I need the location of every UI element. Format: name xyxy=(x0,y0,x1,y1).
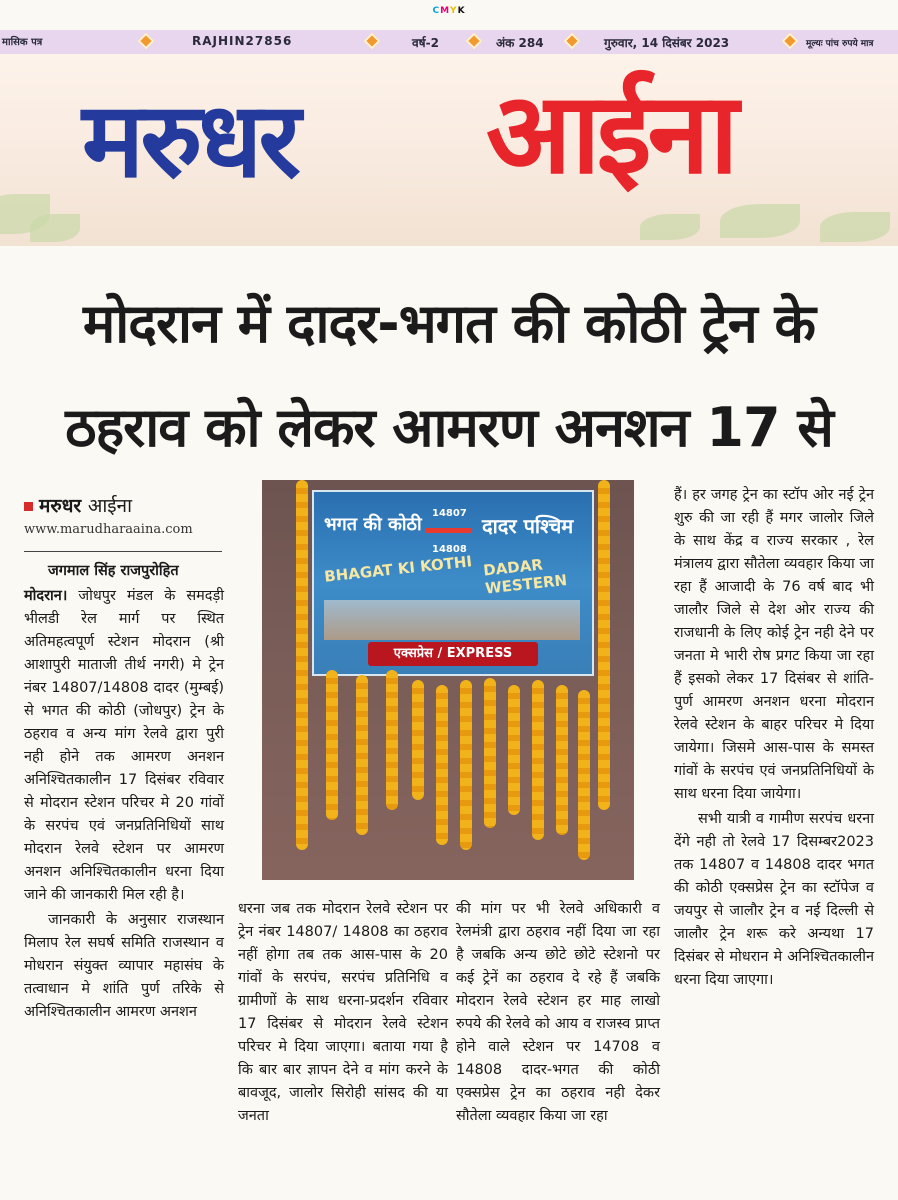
issue-date: गुरुवार, 14 दिसंबर 2023 xyxy=(604,36,730,50)
banner-stripe xyxy=(426,528,472,533)
diamond-icon xyxy=(364,33,381,50)
website-url: www.marudharaaina.com xyxy=(24,522,193,537)
article-column-3 xyxy=(456,898,660,1128)
masthead-title-left: मरुधर xyxy=(82,79,297,201)
masthead xyxy=(0,54,898,246)
marigold-garland xyxy=(412,680,424,800)
issue-number: अंक 284 xyxy=(496,36,544,50)
marigold-garland xyxy=(436,685,448,845)
registration-marks: CMYK xyxy=(432,6,466,16)
newspaper-info-bar xyxy=(0,30,898,54)
headline-line-2: ठहराव को लेकर आमरण अनशन 17 से xyxy=(65,396,833,459)
article-paragraph: जानकारी के अनुसार राजस्थान मिलाप रेल सघर्ष समिति राजस्थान व मोधरान संयुक्त व्यापार महासंघ के तत्वाधान मे शांति पुर्ण तरिके से अनिश्चितकालीन आमरण अनशन xyxy=(24,912,224,1020)
price: मूल्यः पांच रुपये मात्र xyxy=(806,39,874,49)
marigold-garland xyxy=(460,680,472,850)
headline-line-1: मोदरान में दादर-भगत की कोठी ट्रेन के xyxy=(83,292,815,355)
marigold-garland xyxy=(326,670,338,820)
page-bottom-margin xyxy=(0,1186,898,1200)
paper-type: मासिक पत्र xyxy=(2,37,43,48)
leaf-decoration xyxy=(640,214,700,240)
article-paragraph: की मांग पर भी रेलवे अधिकारी व रेलमंत्री द्वारा ठहराव नहीं दिया जा रहा है जबकि अन्य छोटे छोटे स्टेशनो पर कई ट्रेनें का ठहराव दे रहे हैं जबकि मोदरान रेलवे स्टेशन हर माह लाखो रुपये की रेलवे को आय व राजस्व प्राप्त होने वाले स्टेशन पर 14708 व 14808 दादर-भगत की कोठी एक्सप्रेस ट्रेन का ठहराव नही देकर सौतेला व्यवहार किया जा रहा xyxy=(456,901,660,1124)
byline: जगमाल सिंह राजपुरोहित xyxy=(48,563,179,579)
headline xyxy=(0,272,898,480)
marigold-garland xyxy=(508,685,520,815)
article-paragraph: धरना जब तक मोदरान रेलवे स्टेशन पर ट्रेन नंबर 14807/ 14808 का ठहराव नहीं होगा तब तक आस-पास के 20 गांवों के सरपंच, सरपंच प्रतिनिधि व ग्रामीणों के साथ धरना-प्रदर्शन रविवार 17 दिसंबर से मोदरान रेलवे स्टेशन परिचर मे दिया जाएगा। बताया गया है कि बार बार ज्ञापन देने व मांग करने के बावजूद, जालोर सिरोही सांसद की या जनता xyxy=(238,901,448,1124)
diamond-icon xyxy=(782,33,799,50)
article-column-4 xyxy=(674,484,874,992)
news-photo xyxy=(262,480,634,880)
leaf-decoration xyxy=(820,212,890,242)
leaf-decoration xyxy=(720,204,800,238)
article-column-1 xyxy=(24,560,224,1024)
banner-scene xyxy=(324,600,580,640)
train-banner: भगत की कोठी 14807 14808 दादर पश्चिम BHAGAT KI KOTHI DADAR WESTERN एक्सप्रेस / EXPRESS xyxy=(312,490,594,676)
marigold-garland xyxy=(532,680,544,840)
divider xyxy=(24,551,222,552)
registration-number: RAJHIN27856 xyxy=(192,34,293,48)
marigold-garland xyxy=(484,678,496,828)
marigold-garland xyxy=(386,670,398,810)
article-paragraph: सभी यात्री व गामीण सरपंच धरना देंगे नही तो रेलवे 17 दिसम्बर2023 तक 14807 व 14808 दादर भगत की कोठी एक्सप्रेस ट्रेन का स्टॉपेज व जयपुर से जालौर ट्रेन व नई दिल्ली से जालौर ट्रेन शरू करे अन्यथा 17 दिसंबर से मोधरान मे अनिश्चितकालीन धरना दिया जाएगा। xyxy=(674,811,874,988)
diamond-icon xyxy=(564,33,581,50)
article-column-2 xyxy=(238,898,448,1128)
article-paragraph: मोदरान। जोधपुर मंडल के समदड़ी भीलडी रेल मार्ग पर स्थित अतिमहत्वपूर्ण स्टेशन मोदरान (श्री आशापुरी माताजी तीर्थ नगरी) मे ट्रेन नंबर 14807/14808 दादर (मुम्बई) से भगत की कोठी (जोधपुर) ट्रेन के ठहराव व अन्य मांग रेलवे द्वारा पुरी नही होने तक आमरण अनशन अनिश्चितकालीन 17 दिसंबर रविवार से मोदरान स्टेशन परिचर मे 20 गांवों के सरपंच एवं जनप्रतिनिधियों साथ मोदरान रेलवे स्टेशन पर आमरण अनशन अनिश्चितकालीन धरना दिया जाने की जानकारी मिल रही है। xyxy=(24,588,225,903)
leaf-decoration xyxy=(30,214,80,242)
brand-logo: मरुधर आईना xyxy=(24,492,132,518)
masthead-title-right: आईना xyxy=(486,69,735,199)
year-label: वर्ष-2 xyxy=(412,36,439,50)
marigold-garland xyxy=(296,480,308,850)
marigold-garland xyxy=(556,685,568,835)
diamond-icon xyxy=(466,33,483,50)
marigold-garland xyxy=(356,675,368,835)
marigold-garland xyxy=(598,480,610,810)
article-paragraph: हैं। हर जगह ट्रेन का स्टॉप ओर नई ट्रेन शुरु की जा रही हैं मगर जालोर जिले के साथ केंद्र व राज्य सरकार , रेल मंत्रालय द्वारा सौतेला व्यवहार किया जा रहा हैं आजादी के 76 वर्ष बाद भी जालौर जिले से देश ओर राज्य की राजधानी के लिए कोई ट्रेन नही देने पर जनता मे भारी रोष प्रगट किया जा रहा हैं इसको लेकर 17 दिसंबर से शांति-पुर्ण आमरण अनशन धरना मोदरान रेलवे स्टेशन के बाहर परिचर मे दिया जायेगा। जिसमे आस-पास के समस्त गांवों के सरपंच एवं जनप्रतिनिधियों के साथ धरना दिया जायेगा। xyxy=(674,487,874,802)
red-square-icon xyxy=(24,502,33,511)
marigold-garland xyxy=(578,690,590,860)
diamond-icon xyxy=(138,33,155,50)
